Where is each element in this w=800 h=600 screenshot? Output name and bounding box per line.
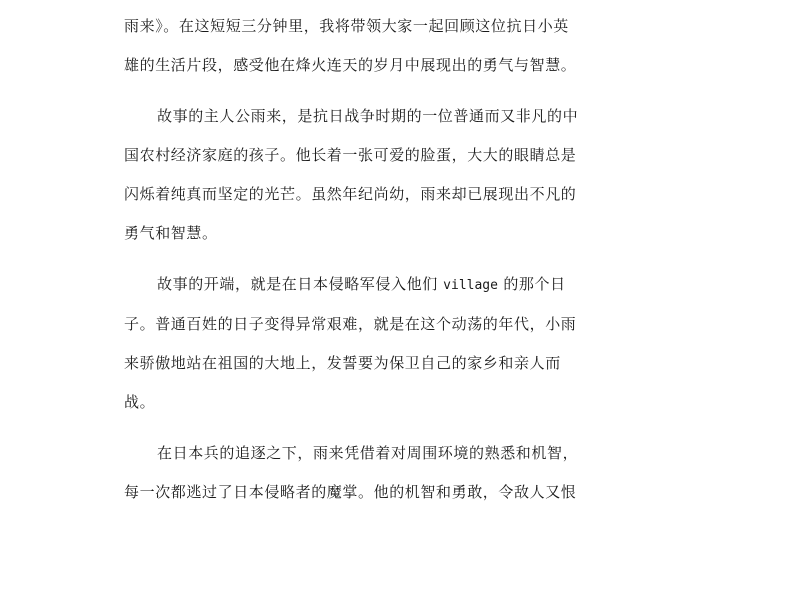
latin-word: village bbox=[443, 278, 498, 293]
text-line bbox=[124, 0, 676, 7]
text-line: 来骄傲地站在祖国的大地上，发誓要为保卫自己的家乡和亲人而 bbox=[124, 354, 561, 372]
text-line: 雄的生活片段，感受他在烽火连天的岁月中展现出的勇气与智慧。 bbox=[124, 56, 577, 74]
text-line bbox=[124, 265, 676, 305]
paragraph-chase bbox=[124, 434, 676, 512]
text-line: 故事的主人公雨来，是抗日战争时期的一位普通而又非凡的中 bbox=[157, 107, 579, 125]
paragraph-protagonist bbox=[124, 97, 676, 253]
document-body bbox=[124, 0, 676, 524]
text-segment: 故事的开端，就是在日本侵略军侵入他们 bbox=[157, 275, 444, 293]
text-line: 每一次都逃过了日本侵略者的魔掌。他的机智和勇敢，令敌人又恨 bbox=[124, 483, 577, 501]
text-line: 在日本兵的追逐之下，雨来凭借着对周围环境的熟悉和机智， bbox=[157, 444, 579, 462]
text-line: 雨来》。在这短短三分钟里，我将带领大家一起回顾这位抗日小英 bbox=[124, 17, 569, 35]
text-line: 战。 bbox=[124, 393, 156, 411]
text-line: 国农村经济家庭的孩子。他长着一张可爱的脸蛋，大大的眼睛总是 bbox=[124, 146, 577, 164]
text-line: 子。普通百姓的日子变得异常艰难，就是在这个动荡的年代，小雨 bbox=[124, 315, 577, 333]
text-line: 闪烁着纯真而坚定的光芒。虽然年纪尚幼，雨来却已展现出不凡的 bbox=[124, 185, 577, 203]
paragraph-intro bbox=[124, 0, 676, 85]
text-segment: 的那个日 bbox=[497, 275, 566, 293]
paragraph-beginning bbox=[124, 265, 676, 422]
text-line: 勇气和智慧。 bbox=[124, 224, 218, 242]
